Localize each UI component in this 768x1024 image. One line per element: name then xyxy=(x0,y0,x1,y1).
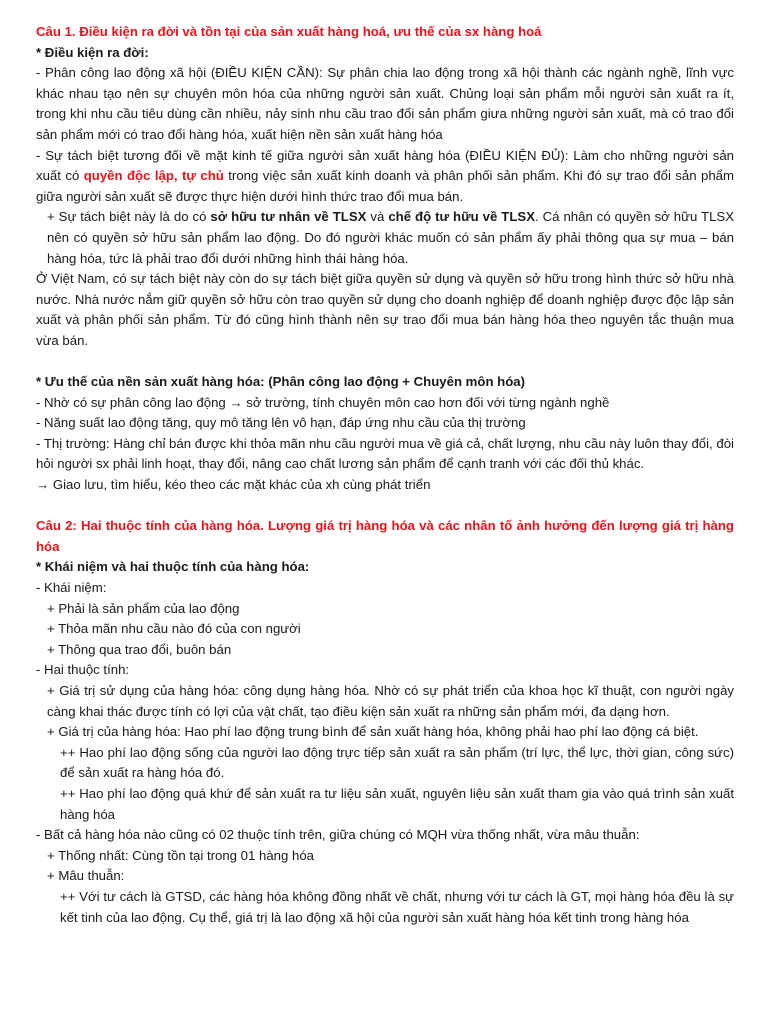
paragraph-division-of-labor: - Phân công lao động xã hội (ĐIỀU KIỆN CẦN): Sự phân chia lao động trong xã hội thành các ngành nghề, lĩnh vực khác nhau tạo nên sự chuyên môn hóa của những người sản xuất. Chủng loại sản phẩm mỗi người sản xuất ra ít, trong khi nhu cầu tiêu dùng cần nhiều, nảy sinh nhu cầu trao đổi sản phẩm giưa những người sản xuất, mà có trao đổi sản phẩm mới có trao đổi hàng hóa, xuất hiện nền sản xuất hàng hóa xyxy=(36,65,734,142)
conditions-heading: * Điều kiện ra đời: xyxy=(36,44,149,60)
advantage-item: - Nhờ có sự phân công lao động → sở trường, tính chuyên môn cao hơn đối với từng ngành nghề xyxy=(36,394,610,410)
list-item: - Bất cả hàng hóa nào cũng có 02 thuộc tính trên, giữa chúng có MQH vừa thống nhất, vừa mâu thuẫn: xyxy=(36,827,640,843)
list-item: ++ Hao phí lao động quá khứ để sản xuất ra tư liệu sản xuất, nguyên liệu sản xuất tham gia vào quá trình sản xuất hàng hóa xyxy=(60,785,734,822)
list-item: + Giá trị sử dụng của hàng hóa: công dụng hàng hóa. Nhờ có sự phát triển của khoa học kĩ thuật, con người ngày càng khai thác được tính có lợi của vật chất, tạo điều kiện sản xuất ra những sản phẩm mới, đa dạng hơn. xyxy=(47,683,734,719)
list-item: + Mâu thuẫn: xyxy=(47,868,125,884)
section-1-title: Câu 1. Điều kiện ra đời và tồn tại của sản xuất hàng hoá, ưu thế của sx hàng hoá xyxy=(36,24,542,39)
advantage-item: - Thị trường: Hàng chỉ bán được khi thỏa mãn nhu cầu người mua về giá cả, chất lượng, nhu cầu này luôn thay đổi, đòi hỏi người sx phải linh hoạt, thay đổi, nâng cao chất lương sản phẩm để cạnh tranh với các đối thủ khác. xyxy=(36,435,734,472)
list-item: + Thông qua trao đổi, buôn bán xyxy=(47,641,232,657)
list-item: - Hai thuộc tính: xyxy=(36,662,130,678)
list-item: ++ Với tư cách là GTSD, các hàng hóa không đồng nhất về chất, nhưng với tư cách là GT, mọi hàng hóa đều là sự kết tinh của lao động. Cụ thể, giá trị là lao động xã hội của người sản xuất hàng hóa kết tinh trong hàng hóa xyxy=(60,888,734,925)
concept-heading: * Khái niệm và hai thuộc tính của hàng hóa: xyxy=(36,559,310,575)
section-2-title: Câu 2: Hai thuộc tính của hàng hóa. Lượng giá trị hàng hóa và các nhân tố ảnh hưởng đến lượng giá trị hàng hóa xyxy=(36,518,734,554)
advantage-item: → Giao lưu, tìm hiểu, kéo theo các mặt khác của xh cùng phát triển xyxy=(36,477,431,493)
spacer xyxy=(36,352,734,373)
advantage-item: - Năng suất lao động tăng, quy mô tăng lên vô hạn, đáp ứng nhu cầu của thị trường xyxy=(36,415,526,431)
paragraph-private-ownership xyxy=(36,207,734,269)
list-item: ++ Hao phí lao động sống của người lao động trực tiếp sản xuất ra sản phẩm (trí lực, thể lực, thời gian, công sức) để sản xuất ra hàng hóa đó. xyxy=(60,744,734,781)
paragraph-text: và xyxy=(366,209,389,225)
paragraph-text: . Cá nhân có quyền sở hữu TLSX nên có quyền sở hữu sản phẩm lao động. Do đó người khác muốn có sản phẩm ấy phải thông qua sự mua – bán hàng hóa, tức là phải trao đổi dưới những hình thái hàng hóa. xyxy=(47,209,734,266)
paragraph-text: trong việc sản xuất kinh doanh và phân phối sản phẩm. Khi đó sự trao đổi sản phẩm giữa người sản xuất sẽ được thực hiện dưới hình thức trao đổi mua bán. xyxy=(36,168,734,204)
list-item: + Thỏa mãn nhu cầu nào đó của con người xyxy=(47,621,301,637)
paragraph-text: + Sự tách biệt này là do có xyxy=(47,209,211,225)
bold-private-ownership: sở hữu tư nhân về TLSX xyxy=(210,209,367,225)
list-item: + Phải là sản phẩm của lao động xyxy=(47,600,240,616)
paragraph-text: - Sự tách biệt tương đối về mặt kinh tế giữa người sản xuất hàng hóa (ĐIỀU KIỆN ĐỦ): Làm cho những người sản xuất có xyxy=(36,147,734,184)
paragraph-economic-separation xyxy=(36,146,734,208)
spacer xyxy=(36,496,734,517)
list-item: + Thống nhất: Cùng tồn tại trong 01 hàng hóa xyxy=(47,847,315,863)
bold-private-regime: chế độ tư hữu về TLSX xyxy=(388,209,535,225)
list-item: + Giá trị của hàng hóa: Hao phí lao động trung bình để sản xuất hàng hóa, không phải hao phí lao động cá biệt. xyxy=(47,724,699,740)
highlight-independence: quyền độc lập, tự chủ xyxy=(83,168,224,184)
list-item: - Khái niệm: xyxy=(36,580,107,596)
advantages-heading: * Ưu thế của nền sản xuất hàng hóa: (Phân công lao động + Chuyên môn hóa) xyxy=(36,374,526,390)
paragraph-vietnam: Ở Việt Nam, có sự tách biệt này còn do sự tách biệt giữa quyền sử dụng và quyền sở hữu trong hình thức sở hữu nhà nước. Nhà nước nắm giữ quyền sở hữu còn trao quyền sử dụng cho doanh nghiệp để doanh nghiệp được độc lập sản xuất và phân phối sản phẩm. Từ đó cũng hình thành nên sự trao đổi mua bán hàng hóa theo nguyên tắc thuận mua vừa bán. xyxy=(36,271,734,348)
